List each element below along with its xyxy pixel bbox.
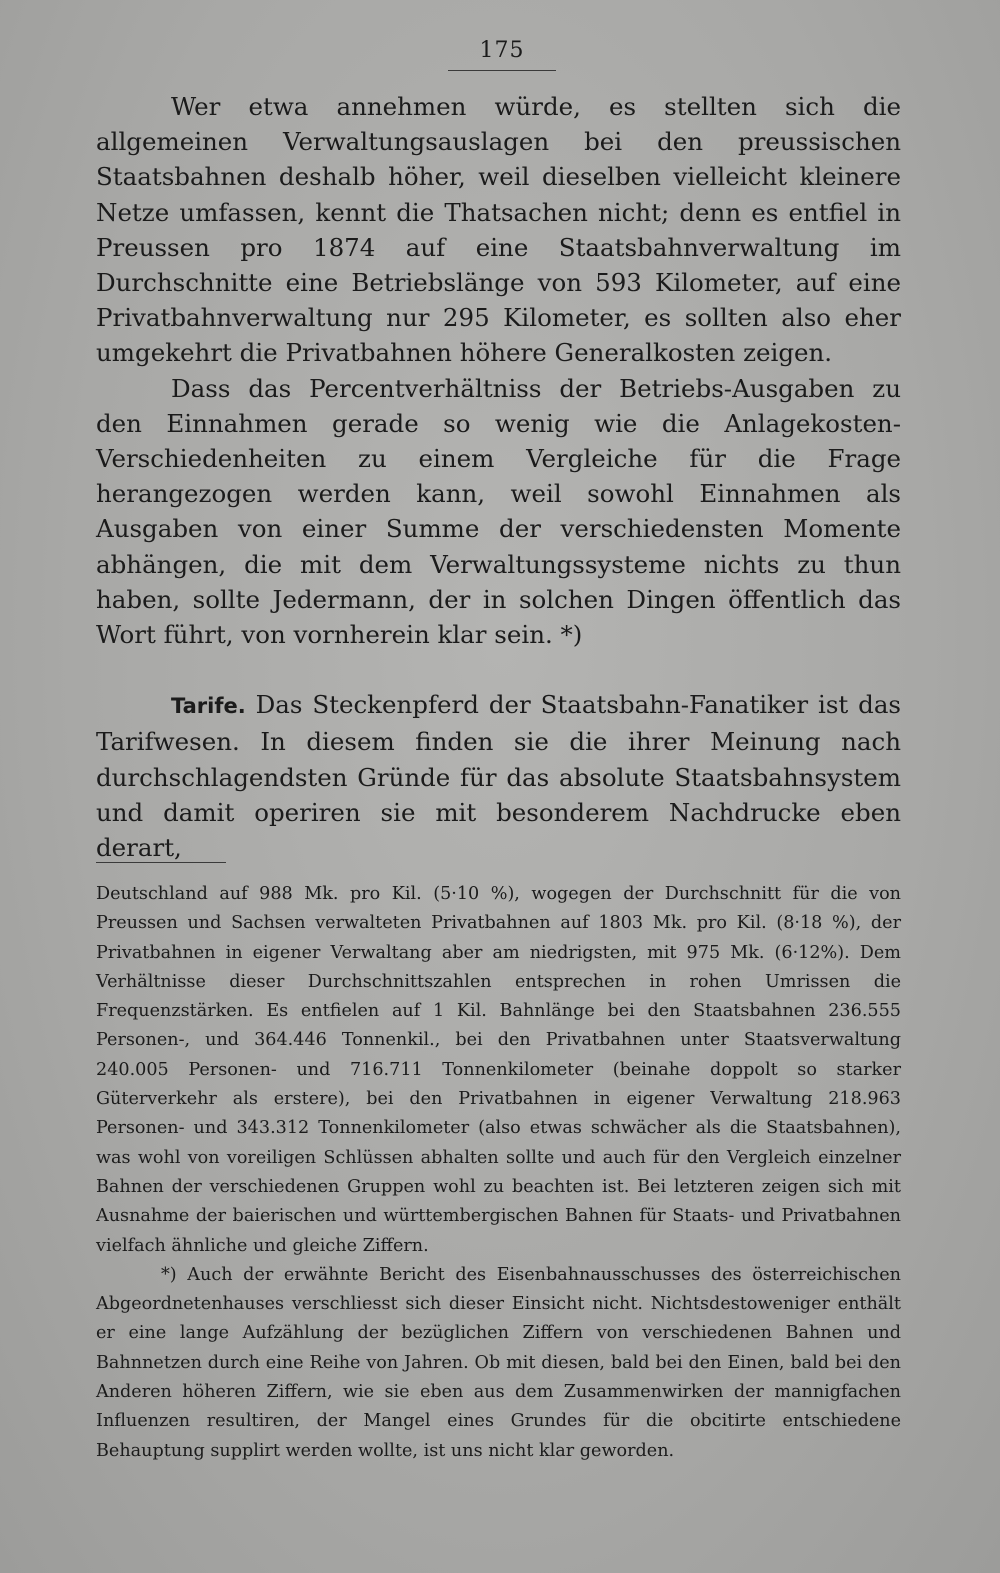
- paragraph-tarife-text: Das Steckenpferd der Staatsbahn-Fanatiker ist das Tarifwesen. In diesem finden sie die ihrer Meinung nach durchschlagendsten Gründe für das absolute Staatsbahnsystem und damit operiren sie mit besonderem Nachdrucke eben derart,: [96, 690, 901, 863]
- paragraph-administration-costs: Wer etwa annehmen würde, es stellten sich die allgemeinen Verwaltungsauslagen bei den preussischen Staatsbahnen deshalb höher, weil dieselben vielleicht kleinere Netze umfassen, kennt die Thatsachen nicht; denn es entfiel in Preussen pro 1874 auf eine Staatsbahnverwaltung im Durchschnitte eine Betriebslänge von 593 Kilometer, auf eine Privatbahnverwaltung nur 295 Kilometer, es sollten also eher umgekehrt die Privatbahnen höhere Generalkosten zeigen.: [96, 92, 901, 368]
- page-number-underline: [448, 70, 556, 71]
- section-keyword-tarife: Tarife.: [171, 694, 246, 719]
- footnote-continued: Deutschland auf 988 Mk. pro Kil. (5·10 %), wogegen der Durchschnitt für die von Preussen und Sachsen verwalteten Privatbahnen auf 1803 Mk. pro Kil. (8·18 %), der Privatbahnen in eigener Verwaltang aber am niedrigsten, mit 975 Mk. (6·12%). Dem Verhältnisse dieser Durchschnittszahlen entsprechen in rohen Umrissen die Frequenzstärken. Es entfielen auf 1 Kil. Bahnlänge bei den Staatsbahnen 236.555 Personen-, und 364.446 Tonnenkil., bei den Privatbahnen unter Staatsverwaltung 240.005 Personen- und 716.711 Tonnenkilometer (beinahe doppolt so starker Güterverkehr als erstere), bei den Privatbahnen in eigener Verwaltung 218.963 Personen- und 343.312 Tonnenkilometer (also etwas schwächer als die Staatsbahnen), was wohl von voreiligen Schlüssen abhalten sollte und auch für den Vergleich einzelner Bahnen der verschiedenen Gruppen wohl zu beachten ist. Bei letzteren zeigen sich mit Ausnahme der baierischen und württembergischen Bahnen für Staats- und Privatbahnen vielfach ähnliche und gleiche Ziffern.: [96, 884, 901, 1256]
- paragraph-expense-ratio: Dass das Percentverhältniss der Betriebs-Ausgaben zu den Einnahmen gerade so wenig wie die Anlagekosten-Verschiedenheiten zu einem Vergleiche für die Frage herangezogen werden kann, weil sowohl Einnahmen als Ausgaben von einer Summe der verschiedensten Momente abhängen, die mit dem Verwaltungssysteme nichts zu thun haben, sollte Jedermann, der in solchen Dingen öffentlich das Wort führt, von vornherein klar sein. *): [96, 373, 901, 650]
- footnote-separator: [96, 862, 226, 863]
- footnotes: [96, 880, 901, 1466]
- footnote-star: *) Auch der erwähnte Bericht des Eisenbahnausschusses des österreichischen Abgeordnetenhauses verschliesst sich dieser Einsicht nicht. Nichtsdestoweniger enthält er eine lange Aufzählung der bezüglichen Ziffern von verschiedenen Bahnen und Bahnnetzen durch eine Reihe von Jahren. Ob mit diesen, bald bei den Einen, bald bei den Anderen höheren Ziffern, wie sie eben aus dem Zusammenwirken der mannigfachen Influenzen resultiren, der Mangel eines Grundes für die obcitirte entschiedene Behauptung supplirt werden wollte, ist uns nicht klar geworden.: [96, 1264, 901, 1461]
- main-text: [96, 89, 901, 865]
- page-number: 175: [479, 38, 525, 63]
- paragraph-tarife: [96, 687, 901, 865]
